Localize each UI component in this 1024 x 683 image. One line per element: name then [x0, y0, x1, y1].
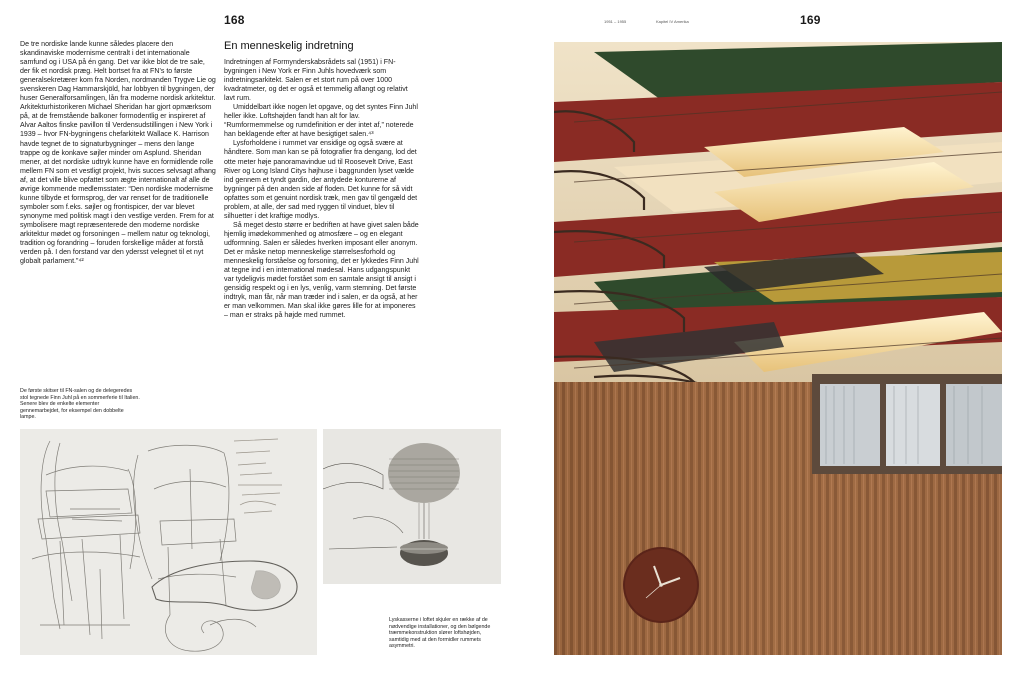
body-paragraph: De tre nordiske lande kunne således placere den skandinaviske modernisme centralt i det internationale samfund og i USA på én gang. Det var ikke blot de tre sale, der fik et nordisk præg. Helt bortset fra at FN’s to første generalsekretærer kom fra Norden, nordmanden Trygve Lie og svenskeren Dag Hammarskjöld, har lobbyen til bygningen, der huser Generalforsamlingen, lån fra moderne nordisk arkitektur. Arkitekturhistorikeren Michael Sheridan har gjort opmærksom på, at de fremstående balkoner formodentlig er inspireret af Alvar Aaltos finske pavillon til Verdensudstillingen i New York i 1939 – hvor FN-bygningens chefarkitekt Wallace K. Harrison havde tegnet de to signaturbygninger – mens den lange trappe og de konkave søjler minder om Asplund. Sheridan mener, at det nordiske udtryk kunne have en formidlende rolle mellem FN som et vestligt projekt, hvis succes selvsagt afhang af, at det ville blive opfattet som ægte internationalt af alle de øvrige kommende medlemsstater: “Den nordiske modernisme kunne tilbyde et formsprog, der var renset for de traditionelle symboler som f.eks. søjler og frontispicer, der var blevet synonyme med politisk magt i den vestlige verden. Frem for at symbolisere magt repræsenterede den moderne nordiske arkitektur mødet og forsoningen – mellem natur og teknologi, tradition og forandring – foruden forskellige måder at forstå verden på. I den forstand var den ydersst velegnet til et nyt globalt parlament.”⁴² — [20, 41, 216, 266]
body-paragraph: Lysforholdene i rummet var ensidige og også svære at håndtere. Som man kan se på fotografier fra dengang, lod det otte meter høje panoramavindue ud til Roosevelt Drive, East River og Long Island Citys højhuse i baggrunden lyset vælde ind gennem et tyndt gardin, der antydede konturerne af bygninger på den anden side af floden. Det kunne for så vidt opfattes som et genuint nordisk træk, men gav til gengæld det problem, at alle, der sad med ryggen til vinduet, blev til silhuetter i det kraftige modlys. — [224, 140, 418, 220]
ceiling-and-wall-photo — [554, 42, 1002, 655]
chair-sketch-drawing — [20, 429, 317, 655]
trusteeship-council-photo — [554, 42, 1002, 655]
body-paragraph: Umiddelbart ikke nogen let opgave, og det syntes Finn Juhl heller ikke. Loftshøjden fandt han alt for lav. “Rumformemmelse og rumdefinition er der intet af,” noterede han beklagende efter at have besigtiget salen.⁴³ — [224, 104, 418, 139]
body-column-2 — [224, 58, 420, 320]
lamp-drawing — [323, 429, 501, 584]
page-number-left: 168 — [224, 13, 245, 27]
wall-clock — [623, 547, 699, 623]
photo-caption: Lyskasserne i loftet skjuler en række af de nødvendige installationer, og den bølgende træmmekonstruktion slører loftshøjden, samtidig med at den formidler rummets asymmetri. — [389, 617, 491, 650]
running-head-years: 1951 – 1955 — [604, 19, 627, 24]
chair-sketch-image — [20, 429, 317, 655]
body-paragraph: Så meget desto større er bedriften at have givet salen både hjemlig imødekommenhed og atmosfære – og en elegant udformning. Salen er således hverken imposant eller anonym. Det er måske netop menneskelige størrelsesforhold og menneskelig forståelse og forsoning, det er lykkedes Finn Juhl at tegne ind i en international mødesal. Hans udgangspunkt var tydeligvis mødet forstået som en samtale ansigt til ansigt i gensidig respekt og i en lys, venlig, varm stemning. Det første indtryk, man får, når man træder ind i salen, er da også, at her er man velkommen. Man skal ikke gøres lille for at imponeres – man er straks på højde med rummet. — [224, 221, 419, 320]
body-paragraph: Indretningen af Formynderskabsrådets sal (1951) i FN-bygningen i New York er Finn Juhls hovedværk som indretningsarkitekt. Salen er et stort rum på over 1000 kvadratmeter, og det er også et temmelig aflangt og relativt lavt rum. — [224, 59, 408, 103]
page-number-right: 169 — [800, 13, 821, 27]
lamp-drawing-image — [323, 429, 501, 584]
body-column-1 — [20, 40, 216, 266]
section-heading: En menneskelig indretning — [224, 40, 354, 52]
sketch-caption: De første skitser til FN-salen og de delegeredes stol tegnede Finn Juhl på en sommerferie til Italien. Senere blev de enkelte elementer gennemarbejdet, for eksempel den dobbelte lampe. — [20, 388, 140, 421]
running-head-title: Kapitel IV Amerika — [656, 19, 689, 24]
